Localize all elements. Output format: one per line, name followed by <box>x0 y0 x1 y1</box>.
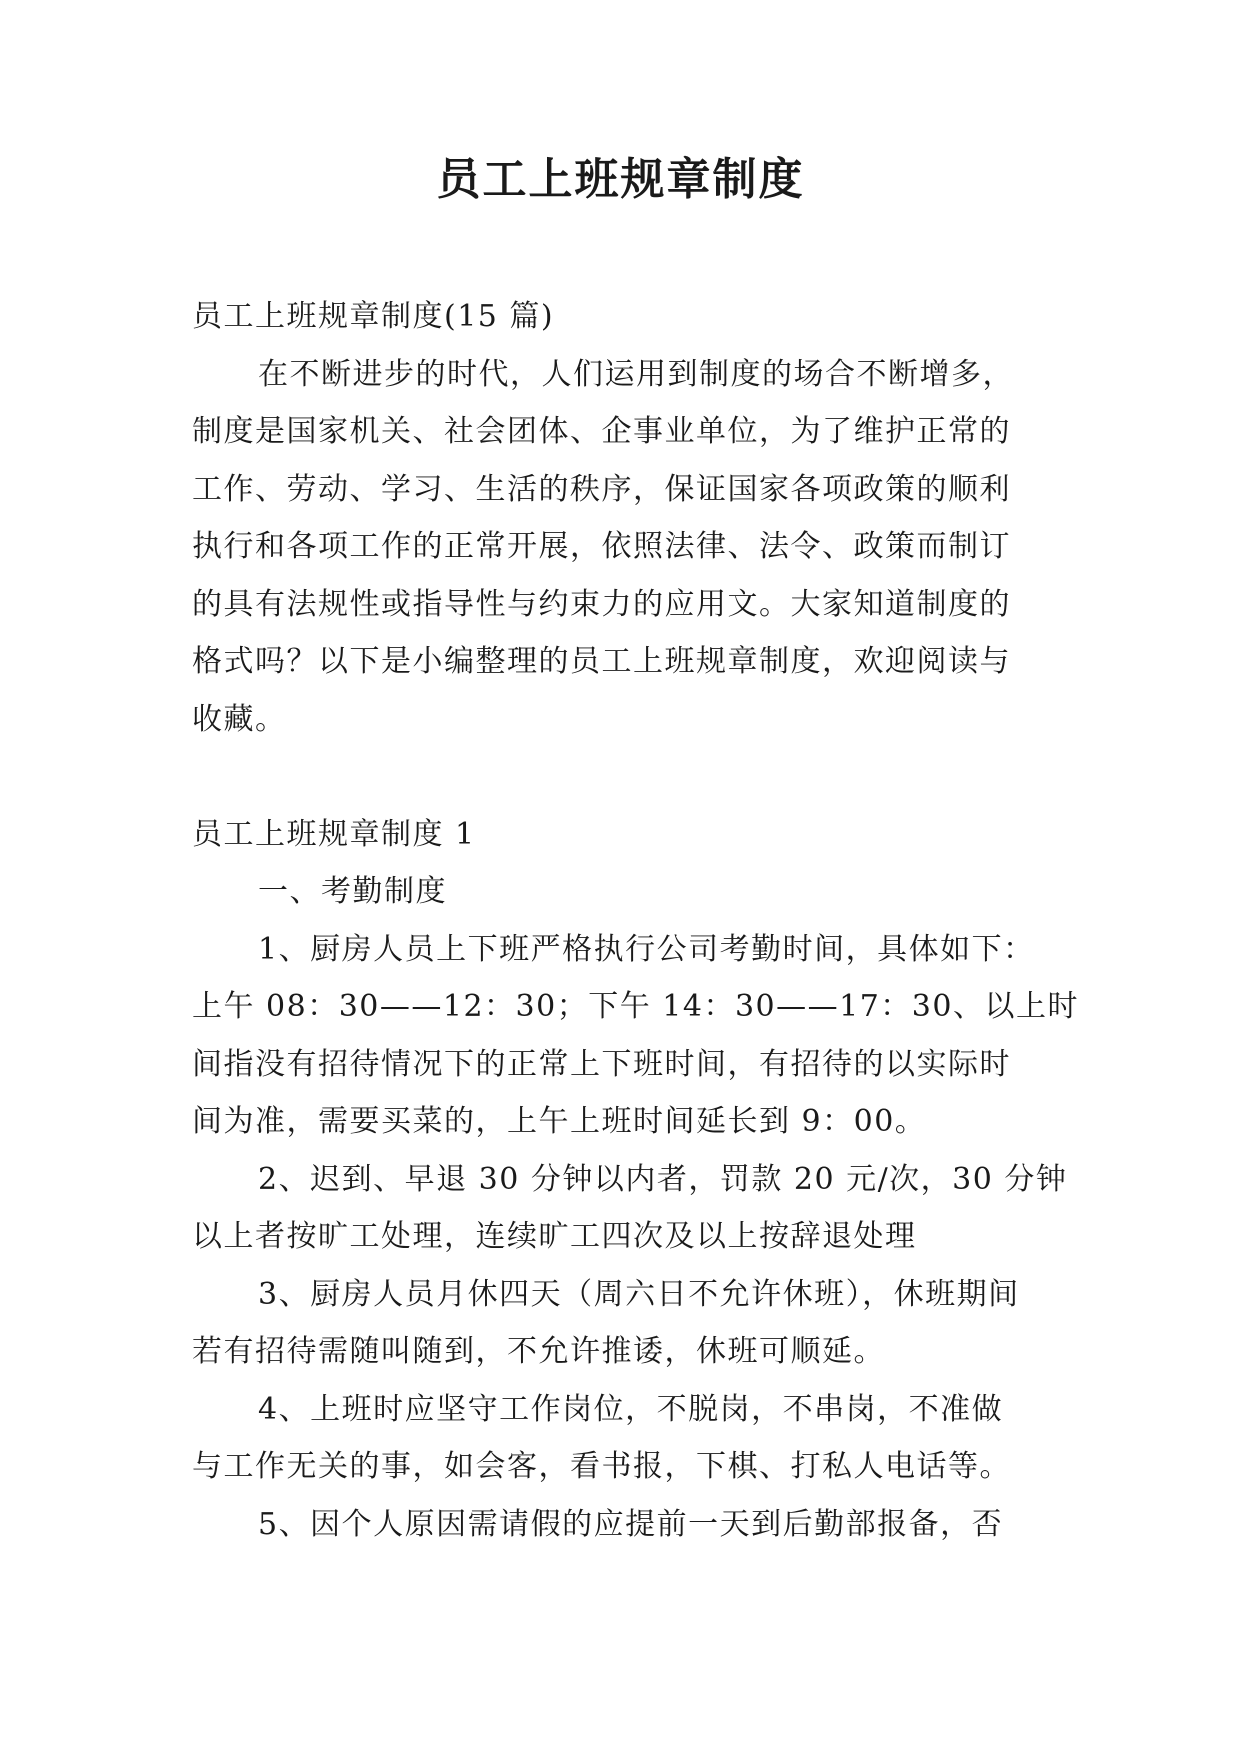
rule-item-1-line: 间指没有招待情况下的正常上下班时间，有招待的以实际时 <box>192 1046 1011 1082</box>
section-title: 员工上班规章制度 1 <box>192 816 476 852</box>
intro-line: 在不断进步的时代，人们运用到制度的场合不断增多， <box>258 356 1014 392</box>
intro-line: 执行和各项工作的正常开展，依照法律、法令、政策而制订 <box>192 529 1011 564</box>
document-title: 员工上班规章制度 <box>436 154 805 205</box>
intro-line: 收藏。 <box>192 701 287 737</box>
document-body <box>192 288 1079 1553</box>
intro-line: 格式吗？以下是小编整理的员工上班规章制度，欢迎阅读与 <box>192 644 1011 679</box>
rule-item-3-line: 若有招待需随叫随到，不允许推诿，休班可顺延。 <box>192 1334 885 1369</box>
rule-item-4-line: 4、上班时应坚守工作岗位，不脱岗，不串岗，不准做 <box>258 1391 1004 1427</box>
intro-line: 的具有法规性或指导性与约束力的应用文。大家知道制度的 <box>192 586 1011 622</box>
paragraph-gap <box>192 748 1054 806</box>
rule-item-2-line: 以上者按旷工处理，连续旷工四次及以上按辞退处理 <box>192 1219 917 1254</box>
intro-line: 制度是国家机关、社会团体、企事业单位，为了维护正常的 <box>192 414 1011 449</box>
rule-item-5-line: 5、因个人原因需请假的应提前一天到后勤部报备，否 <box>258 1506 1004 1542</box>
intro-line: 工作、劳动、学习、生活的秩序，保证国家各项政策的顺利 <box>192 471 1011 507</box>
document-subtitle: 员工上班规章制度(15 篇) <box>192 299 555 334</box>
section-heading: 一、考勤制度 <box>258 874 447 909</box>
rule-item-4-line: 与工作无关的事，如会客，看书报，下棋、打私人电话等。 <box>192 1449 1011 1484</box>
rule-item-3-line: 3、厨房人员月休四天（周六日不允许休班），休班期间 <box>258 1276 1020 1312</box>
rule-item-1-line: 1、厨房人员上下班严格执行公司考勤时间，具体如下： <box>258 931 1035 967</box>
rule-item-2-line: 2、迟到、早退 30 分钟以内者，罚款 20 元/次，30 分钟 <box>258 1161 1068 1197</box>
rule-item-1-line: 上午 08：30——12：30；下午 14：30——17：30、以上时 <box>192 989 1079 1024</box>
rule-item-1-line: 间为准，需要买菜的，上午上班时间延长到 9：00。 <box>192 1104 927 1139</box>
